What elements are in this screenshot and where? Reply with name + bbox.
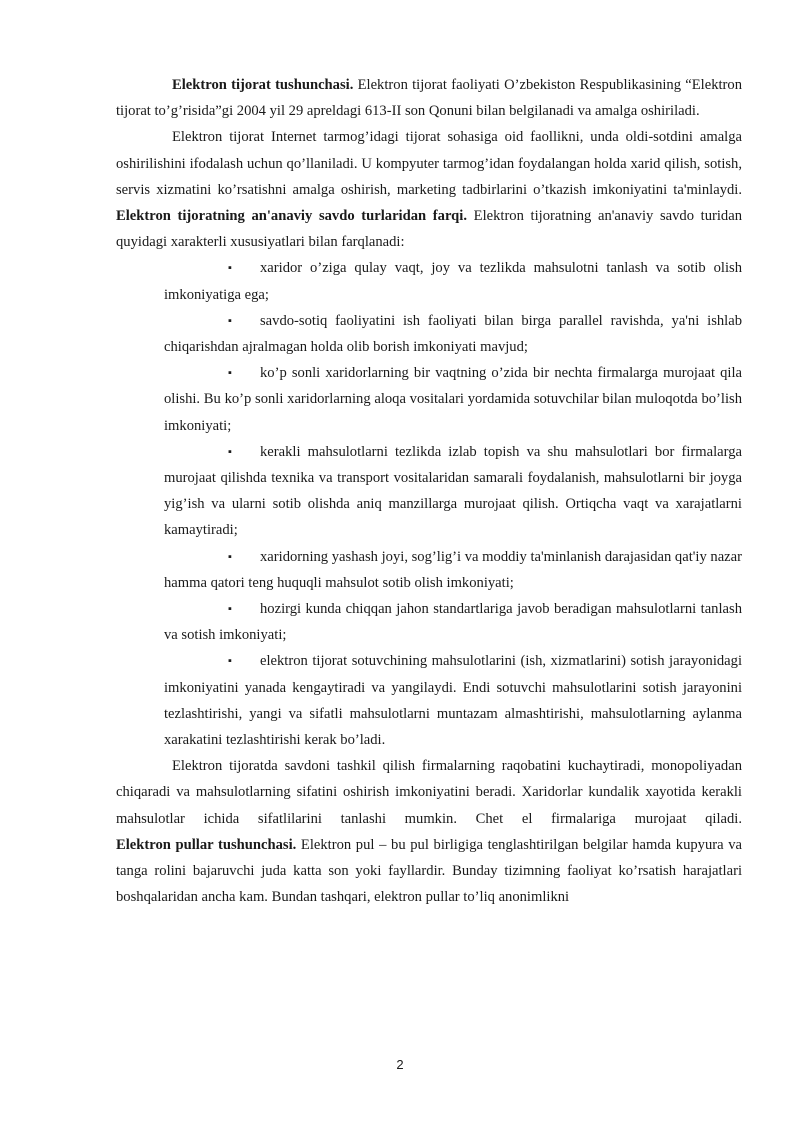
bullet-item <box>164 439 742 544</box>
bullet-icon: ▪ <box>228 550 232 563</box>
bullet-item <box>164 255 742 307</box>
bullet-text: xaridor o’ziga qulay vaqt, joy va tezlikda mahsulotni tanlash va sotib olish imkoniyatiga ega; <box>164 260 742 303</box>
heading-ecommerce-concept: Elektron tijorat tushunchasi. <box>172 77 354 93</box>
bullet-item <box>164 360 742 439</box>
page-number: 2 <box>396 1057 404 1072</box>
bullet-text: elektron tijorat sotuvchining mahsulotlarini (ish, xizmatlarini) sotish jarayonidagi imkoniyatini yanada kengaytiradi va yangilaydi. Endi sotuvchi mahsulotlarini sotish jarayonini tezlashtirishi, yangi va sifatli mahsulotlarni muntazam almashtirishi, mahsulotlarning aylanma xarakatini tezlashtirishi kerak bo’ladi. <box>164 653 742 749</box>
bullet-text: kerakli mahsulotlarni tezlikda izlab topish va shu mahsulotlari bor firmalarga murojaat qilishda texnika va transport vositalaridan samarali foydalanish, mahsulotlarni bir joyga yig’ish va ularni sotib olishda aniq manzillarga murojaat qilish. Ortiqcha vaqt va xarajatlarni kamaytiradi; <box>164 443 742 539</box>
bullet-list <box>116 255 742 753</box>
paragraph-differences <box>116 203 742 255</box>
paragraph-ecommerce-concept <box>116 72 742 124</box>
bullet-icon: ▪ <box>228 445 232 458</box>
bullet-item <box>164 648 742 753</box>
bullet-icon: ▪ <box>228 655 232 668</box>
bullet-text: xaridorning yashash joyi, sog’lig’i va moddiy ta'minlanish darajasidan qat'iy nazar hamma qatori teng huquqli mahsulot sotib olish imkoniyati; <box>164 548 742 591</box>
bullet-icon: ▪ <box>228 314 232 327</box>
heading-differences: Elektron tijoratning an'anaviy savdo turlaridan farqi. <box>116 208 467 225</box>
heading-electronic-money: Elektron pullar tushunchasi. <box>116 836 297 853</box>
paragraph-text: Elektron tijoratning an'anaviy savdo turidan quyidagi xarakterli xususiyatlari bilan farqlanadi: <box>116 208 742 251</box>
bullet-text: savdo-sotiq faoliyatini ish faoliyati bilan birga parallel ravishda, ya'ni ishlab chiqarishdan ajralmagan holda olib borish imkoniyati mavjud; <box>164 312 742 356</box>
paragraph-text: Elektron pul – bu pul birligiga tenglashtirilgan belgilar hamda kupyura va tanga rolini bajaruvchi juda katta son yoki fayllardir. Bunday tizimning faoliyat ko’rsatish harajatlari boshqalaridan ancha kam. Bundan tashqari, elektron pullar to’liq anonimlikni <box>116 836 743 906</box>
bullet-item <box>164 308 742 360</box>
paragraph-text: Elektron tijorat faoliyati O’zbekiston Respublikasining “Elektron tijorat to’g’risida”gi 2004 yil 29 apreldagi 613-II son Qonuni bilan belgilanadi va amalga oshiriladi. <box>116 77 742 120</box>
bullet-item <box>164 596 742 648</box>
paragraph-electronic-money <box>116 832 742 911</box>
bullet-icon: ▪ <box>228 603 232 616</box>
bullet-item <box>164 544 742 596</box>
bullet-icon: ▪ <box>228 262 232 275</box>
bullet-text: hozirgi kunda chiqqan jahon standartlariga javob beradigan mahsulotlarni tanlash va sotish imkoniyati; <box>164 601 742 644</box>
paragraph-competition: Elektron tijoratda savdoni tashkil qilish firmalarning raqobatini kuchaytiradi, monopoliyadan chiqaradi va mahsulotlarning sifatini oshirish imkoniyatini beradi. Xaridorlar kundalik xayotida kerakli mahsulotlar ichida sifatlilarini tanlashi mumkin. Chet el firmalariga murojaat qiladi. <box>116 758 742 827</box>
document-body <box>116 72 742 911</box>
bullet-text: ko’p sonli xaridorlarning bir vaqtning o’zida bir nechta firmalarga murojaat qila olishi. Bu ko’p sonli xaridorlarning aloqa vositalari yordamida sotuvchilar bilan muloqotda bo’lish imkoniyati; <box>164 365 742 434</box>
bullet-icon: ▪ <box>228 367 232 380</box>
paragraph-ecommerce-definition: Elektron tijorat Internet tarmog’idagi tijorat sohasiga oid faollikni, unda oldi-sotdini amalga oshirilishini ifodalash uchun qo’llaniladi. U kompyuter tarmog’idan foydalangan holda xarid qilish, sotish, servis xizmatini ko’rsatishni amalga oshirish, marketing tadbirlarini o’tkazish imkoniyatini ta'minlaydi. <box>116 129 742 198</box>
